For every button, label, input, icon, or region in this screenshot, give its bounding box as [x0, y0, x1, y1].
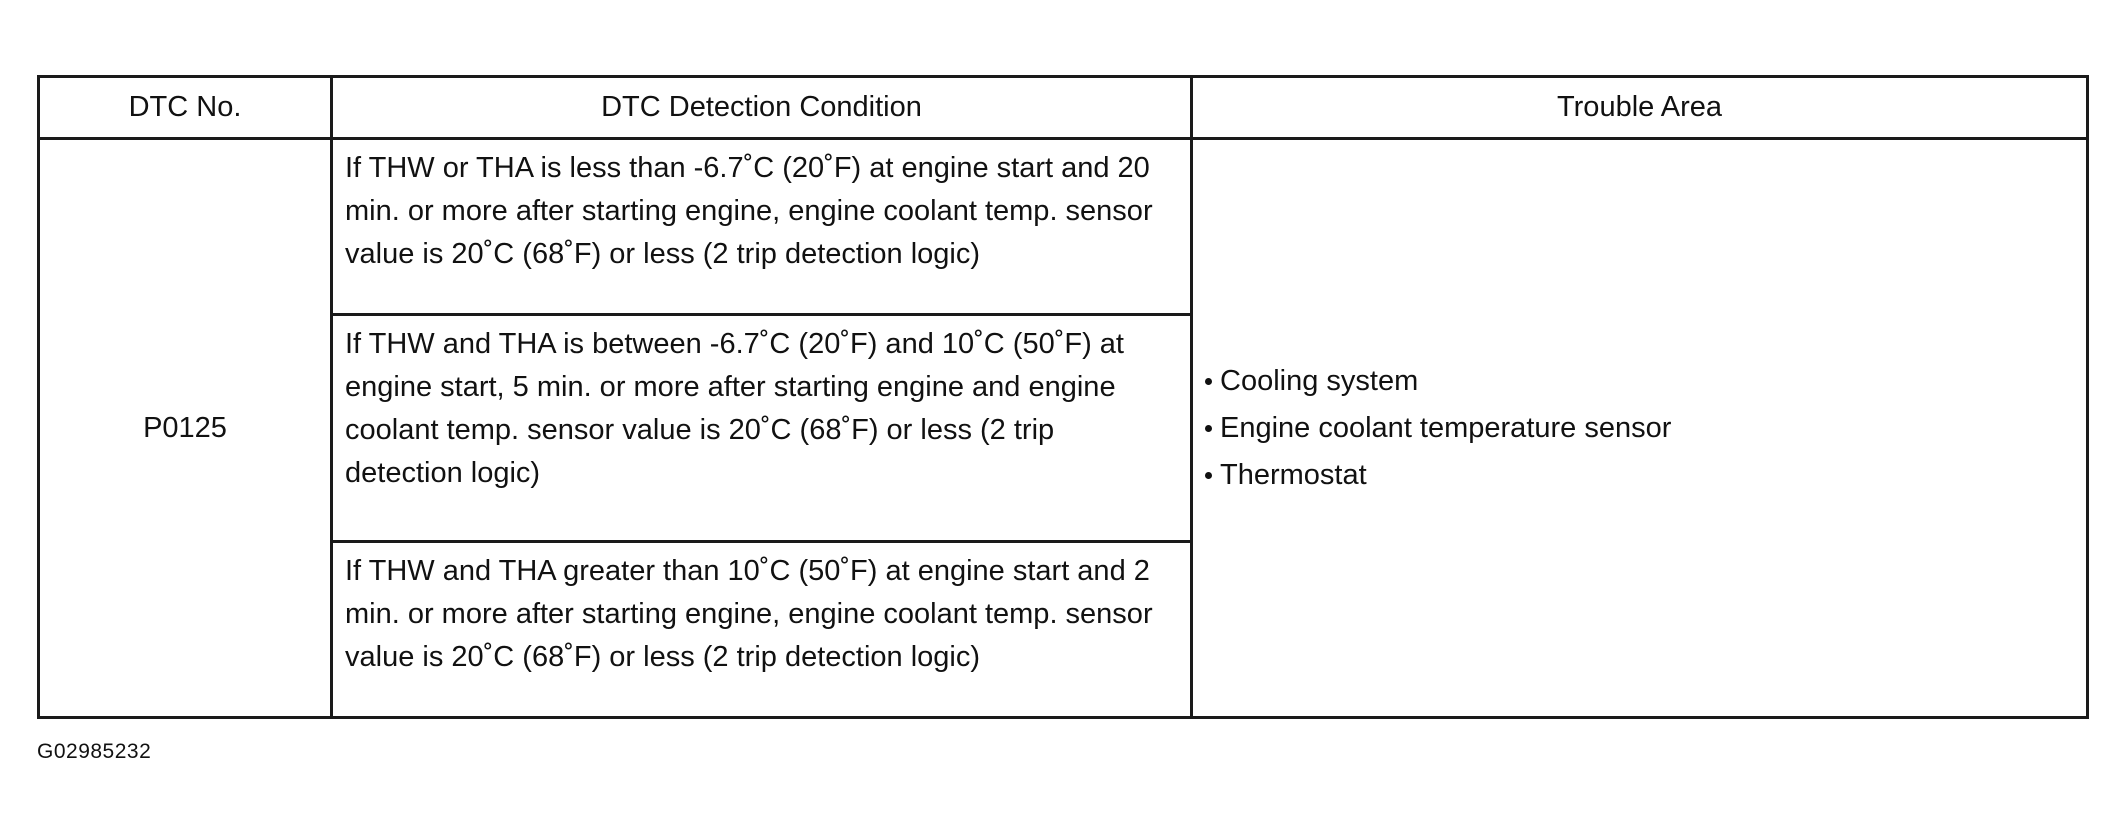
figure-id: G02985232 [37, 740, 152, 763]
bullet-icon [1205, 425, 1212, 432]
bullet-icon [1205, 378, 1212, 385]
list-item [1205, 358, 2074, 405]
header-dtc-no: DTC No. [39, 77, 332, 139]
dtc-code-cell: P0125 [39, 139, 332, 718]
trouble-area-cell [1192, 139, 2088, 718]
condition-cell-2: If THW and THA is between -6.7˚C (20˚F) and 10˚C (50˚F) at engine start, 5 min. or more after starting engine and engine coolant temp. sensor value is 20˚C (68˚F) or less (2 trip detection logic) [332, 314, 1192, 541]
trouble-area-label: Thermostat [1220, 458, 1367, 491]
bullet-icon [1205, 472, 1212, 479]
trouble-area-list [1205, 358, 2074, 499]
condition-cell-3: If THW and THA greater than 10˚C (50˚F) at engine start and 2 min. or more after starting engine, engine coolant temp. sensor value is 20˚C (68˚F) or less (2 trip detection logic) [332, 542, 1192, 718]
header-detection-condition: DTC Detection Condition [332, 77, 1192, 139]
list-item [1205, 405, 2074, 452]
list-item [1205, 452, 2074, 499]
header-trouble-area: Trouble Area [1192, 77, 2088, 139]
trouble-area-label: Cooling system [1220, 364, 1419, 397]
trouble-area-label: Engine coolant temperature sensor [1220, 411, 1672, 444]
table-row [39, 139, 2088, 315]
dtc-table [37, 75, 2089, 719]
condition-cell-1: If THW or THA is less than -6.7˚C (20˚F) at engine start and 20 min. or more after starting engine, engine coolant temp. sensor value is 20˚C (68˚F) or less (2 trip detection logic) [332, 139, 1192, 315]
header-row [39, 77, 2088, 139]
